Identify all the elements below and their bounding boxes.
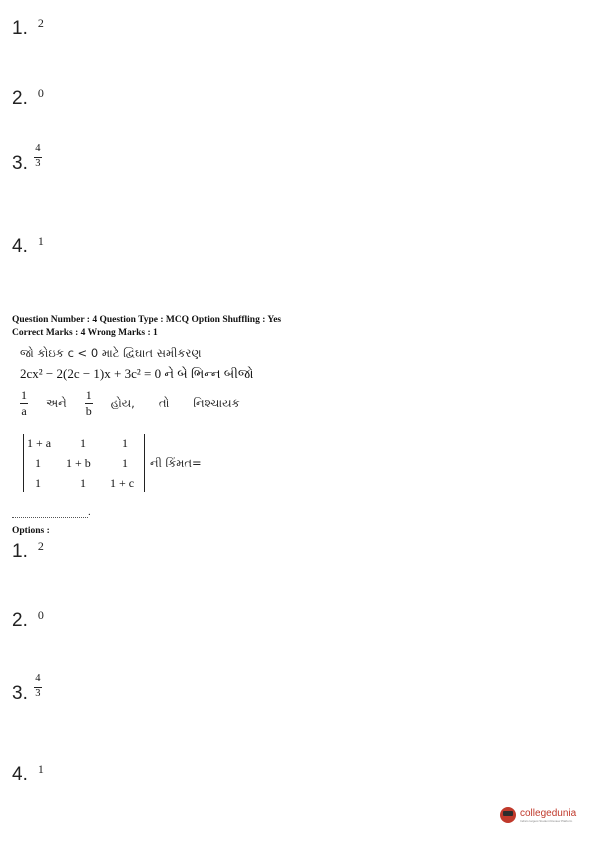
fraction-numerator: 1	[85, 388, 92, 402]
fraction-denominator: b	[85, 404, 92, 418]
question-line1: જો કોઇક c < 0 માટે દ્વિઘાત સમીકરણ	[20, 346, 202, 360]
word-nishchayak: નિશ્ચાયક	[193, 395, 240, 410]
prev-option-2	[12, 88, 44, 110]
det-cell: 1	[122, 456, 128, 470]
det-cell: 1	[35, 476, 41, 490]
options-label: Options :	[12, 526, 50, 536]
option-value: 1	[37, 762, 44, 776]
question-meta-line2: Correct Marks : 4 Wrong Marks : 1	[12, 328, 158, 338]
blank-line	[12, 509, 88, 518]
option-value: 0	[37, 608, 44, 622]
option-value: 2	[37, 539, 44, 553]
logo-tagline: India's largest Student Review Platform	[520, 818, 573, 823]
word-and: અને	[46, 395, 67, 410]
option-number: 1.	[12, 18, 28, 39]
det-cell: 1	[35, 456, 41, 470]
det-cell: 1	[80, 436, 86, 450]
fraction-numerator: 4	[35, 143, 41, 154]
option-3	[12, 673, 42, 705]
determinant-suffix: ની કિંમત=	[150, 456, 202, 470]
fraction-denominator: 3	[35, 157, 41, 169]
word-to: તો	[158, 395, 170, 410]
logo-name: collegedunia	[520, 807, 577, 819]
fraction-numerator: 4	[35, 673, 41, 684]
blank-end: .	[88, 506, 91, 518]
logo-wordmark	[520, 808, 576, 823]
option-number: 1.	[12, 541, 28, 562]
prev-option-3	[12, 143, 42, 175]
det-cell: 1 + b	[66, 456, 91, 470]
prev-option-4	[12, 236, 44, 258]
fraction-denominator: a	[21, 404, 27, 418]
option-number: 2.	[12, 88, 28, 109]
word-hoy: હોય,	[110, 395, 135, 410]
option-fraction	[34, 144, 42, 169]
det-cell: 1	[122, 436, 128, 450]
option-value: 0	[37, 86, 44, 100]
option-value: 1	[37, 234, 44, 248]
question-equation: 2cx² − 2(2c − 1)x + 3c² = 0 ને બે ભિન્ન બીજો	[20, 366, 254, 381]
fraction-denominator: 3	[35, 687, 41, 699]
collegedunia-logo	[500, 807, 576, 823]
fraction-one-over-b	[85, 389, 93, 417]
option-number: 3.	[12, 153, 28, 174]
option-number: 4.	[12, 236, 28, 257]
answer-blank	[12, 506, 91, 518]
question-line3	[20, 389, 240, 417]
graduation-cap-icon	[500, 807, 516, 823]
option-value: 2	[37, 16, 44, 30]
option-1	[12, 541, 44, 563]
prev-option-1	[12, 18, 44, 40]
question-meta-line1: Question Number : 4 Question Type : MCQ Option Shuffling : Yes	[12, 315, 282, 325]
det-cell: 1 + a	[27, 436, 52, 450]
option-2	[12, 610, 44, 632]
option-fraction	[34, 674, 42, 699]
fraction-one-over-a	[20, 389, 28, 417]
determinant-matrix	[23, 434, 145, 492]
option-4	[12, 764, 44, 786]
det-cell: 1 + c	[110, 476, 135, 490]
det-cell: 1	[80, 476, 86, 490]
option-number: 3.	[12, 683, 28, 704]
option-number: 2.	[12, 610, 28, 631]
fraction-numerator: 1	[21, 388, 27, 402]
option-number: 4.	[12, 764, 28, 785]
